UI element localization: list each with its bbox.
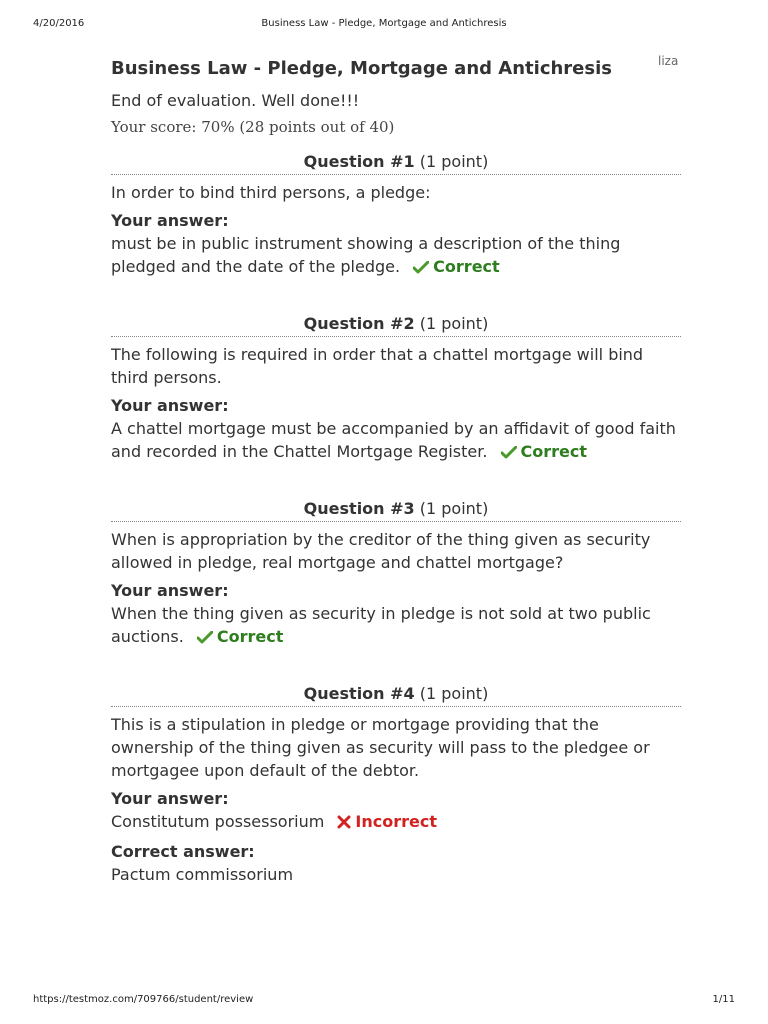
question-number: Question #2 — [303, 314, 415, 333]
question-heading — [111, 497, 681, 522]
question-heading — [111, 312, 681, 337]
question-text: This is a stipulation in pledge or mortgage providing that the ownership of the thing given as security will pass to the pledgee or mortgagee upon default of the debtor. — [111, 715, 650, 780]
question-heading — [111, 682, 681, 707]
cross-icon — [337, 812, 351, 835]
your-answer-label: Your answer: — [111, 211, 229, 230]
your-answer-label: Your answer: — [111, 789, 229, 808]
print-date: 4/20/2016 — [33, 18, 85, 29]
student-answer: must be in public instrument showing a description of the thing pledged and the date of the pledge. — [111, 234, 621, 276]
question-points: (1 point) — [419, 314, 489, 333]
page-number: 1/11 — [712, 994, 735, 1005]
question-1 — [111, 150, 681, 280]
question-text: The following is required in order that a chattel mortgage will bind third persons. — [111, 345, 644, 387]
check-icon — [501, 442, 517, 465]
question-2 — [111, 312, 681, 465]
print-title: Business Law - Pledge, Mortgage and Antichresis — [261, 18, 507, 29]
evaluation-message: End of evaluation. Well done!!! — [111, 91, 360, 110]
status-incorrect: Incorrect — [355, 812, 438, 831]
question-3 — [111, 497, 681, 650]
student-answer: Constitutum possessorium — [111, 812, 325, 831]
check-icon — [197, 627, 213, 650]
status-correct: Correct — [216, 627, 284, 646]
your-answer-label: Your answer: — [111, 396, 229, 415]
test-title: Business Law - Pledge, Mortgage and Antichresis — [111, 58, 612, 79]
question-number: Question #4 — [303, 684, 415, 703]
correct-answer-label: Correct answer: — [111, 842, 255, 861]
status-correct: Correct — [520, 442, 588, 461]
correct-answer: Pactum commissorium — [111, 865, 294, 884]
student-answer: A chattel mortgage must be accompanied by an affidavit of good faith and recorded in the Chattel Mortgage Register. — [111, 419, 676, 461]
question-points: (1 point) — [419, 152, 489, 171]
status-correct: Correct — [433, 257, 500, 276]
print-header — [0, 14, 768, 34]
student-answer: When the thing given as security in pledge is not sold at two public auctions. — [111, 604, 651, 646]
check-icon — [413, 257, 429, 280]
question-heading — [111, 150, 681, 175]
answer-text — [111, 602, 681, 650]
question-number: Question #1 — [303, 152, 415, 171]
answer-text — [111, 417, 681, 465]
answer-text — [111, 810, 681, 835]
question-text: When is appropriation by the creditor of the thing given as security allowed in pledge, real mortgage and chattel mortgage? — [111, 530, 651, 572]
print-url: https://testmoz.com/709766/student/review — [33, 994, 254, 1005]
question-number: Question #3 — [303, 499, 415, 518]
score-summary: Your score: 70% (28 points out of 40) — [111, 118, 395, 136]
question-text: In order to bind third persons, a pledge: — [111, 183, 431, 202]
question-4 — [111, 682, 681, 886]
user-name: liza — [658, 54, 679, 68]
question-points: (1 point) — [419, 684, 489, 703]
answer-text — [111, 232, 681, 280]
your-answer-label: Your answer: — [111, 581, 229, 600]
review-content — [111, 50, 681, 886]
print-footer — [0, 992, 768, 1012]
question-points: (1 point) — [419, 499, 489, 518]
